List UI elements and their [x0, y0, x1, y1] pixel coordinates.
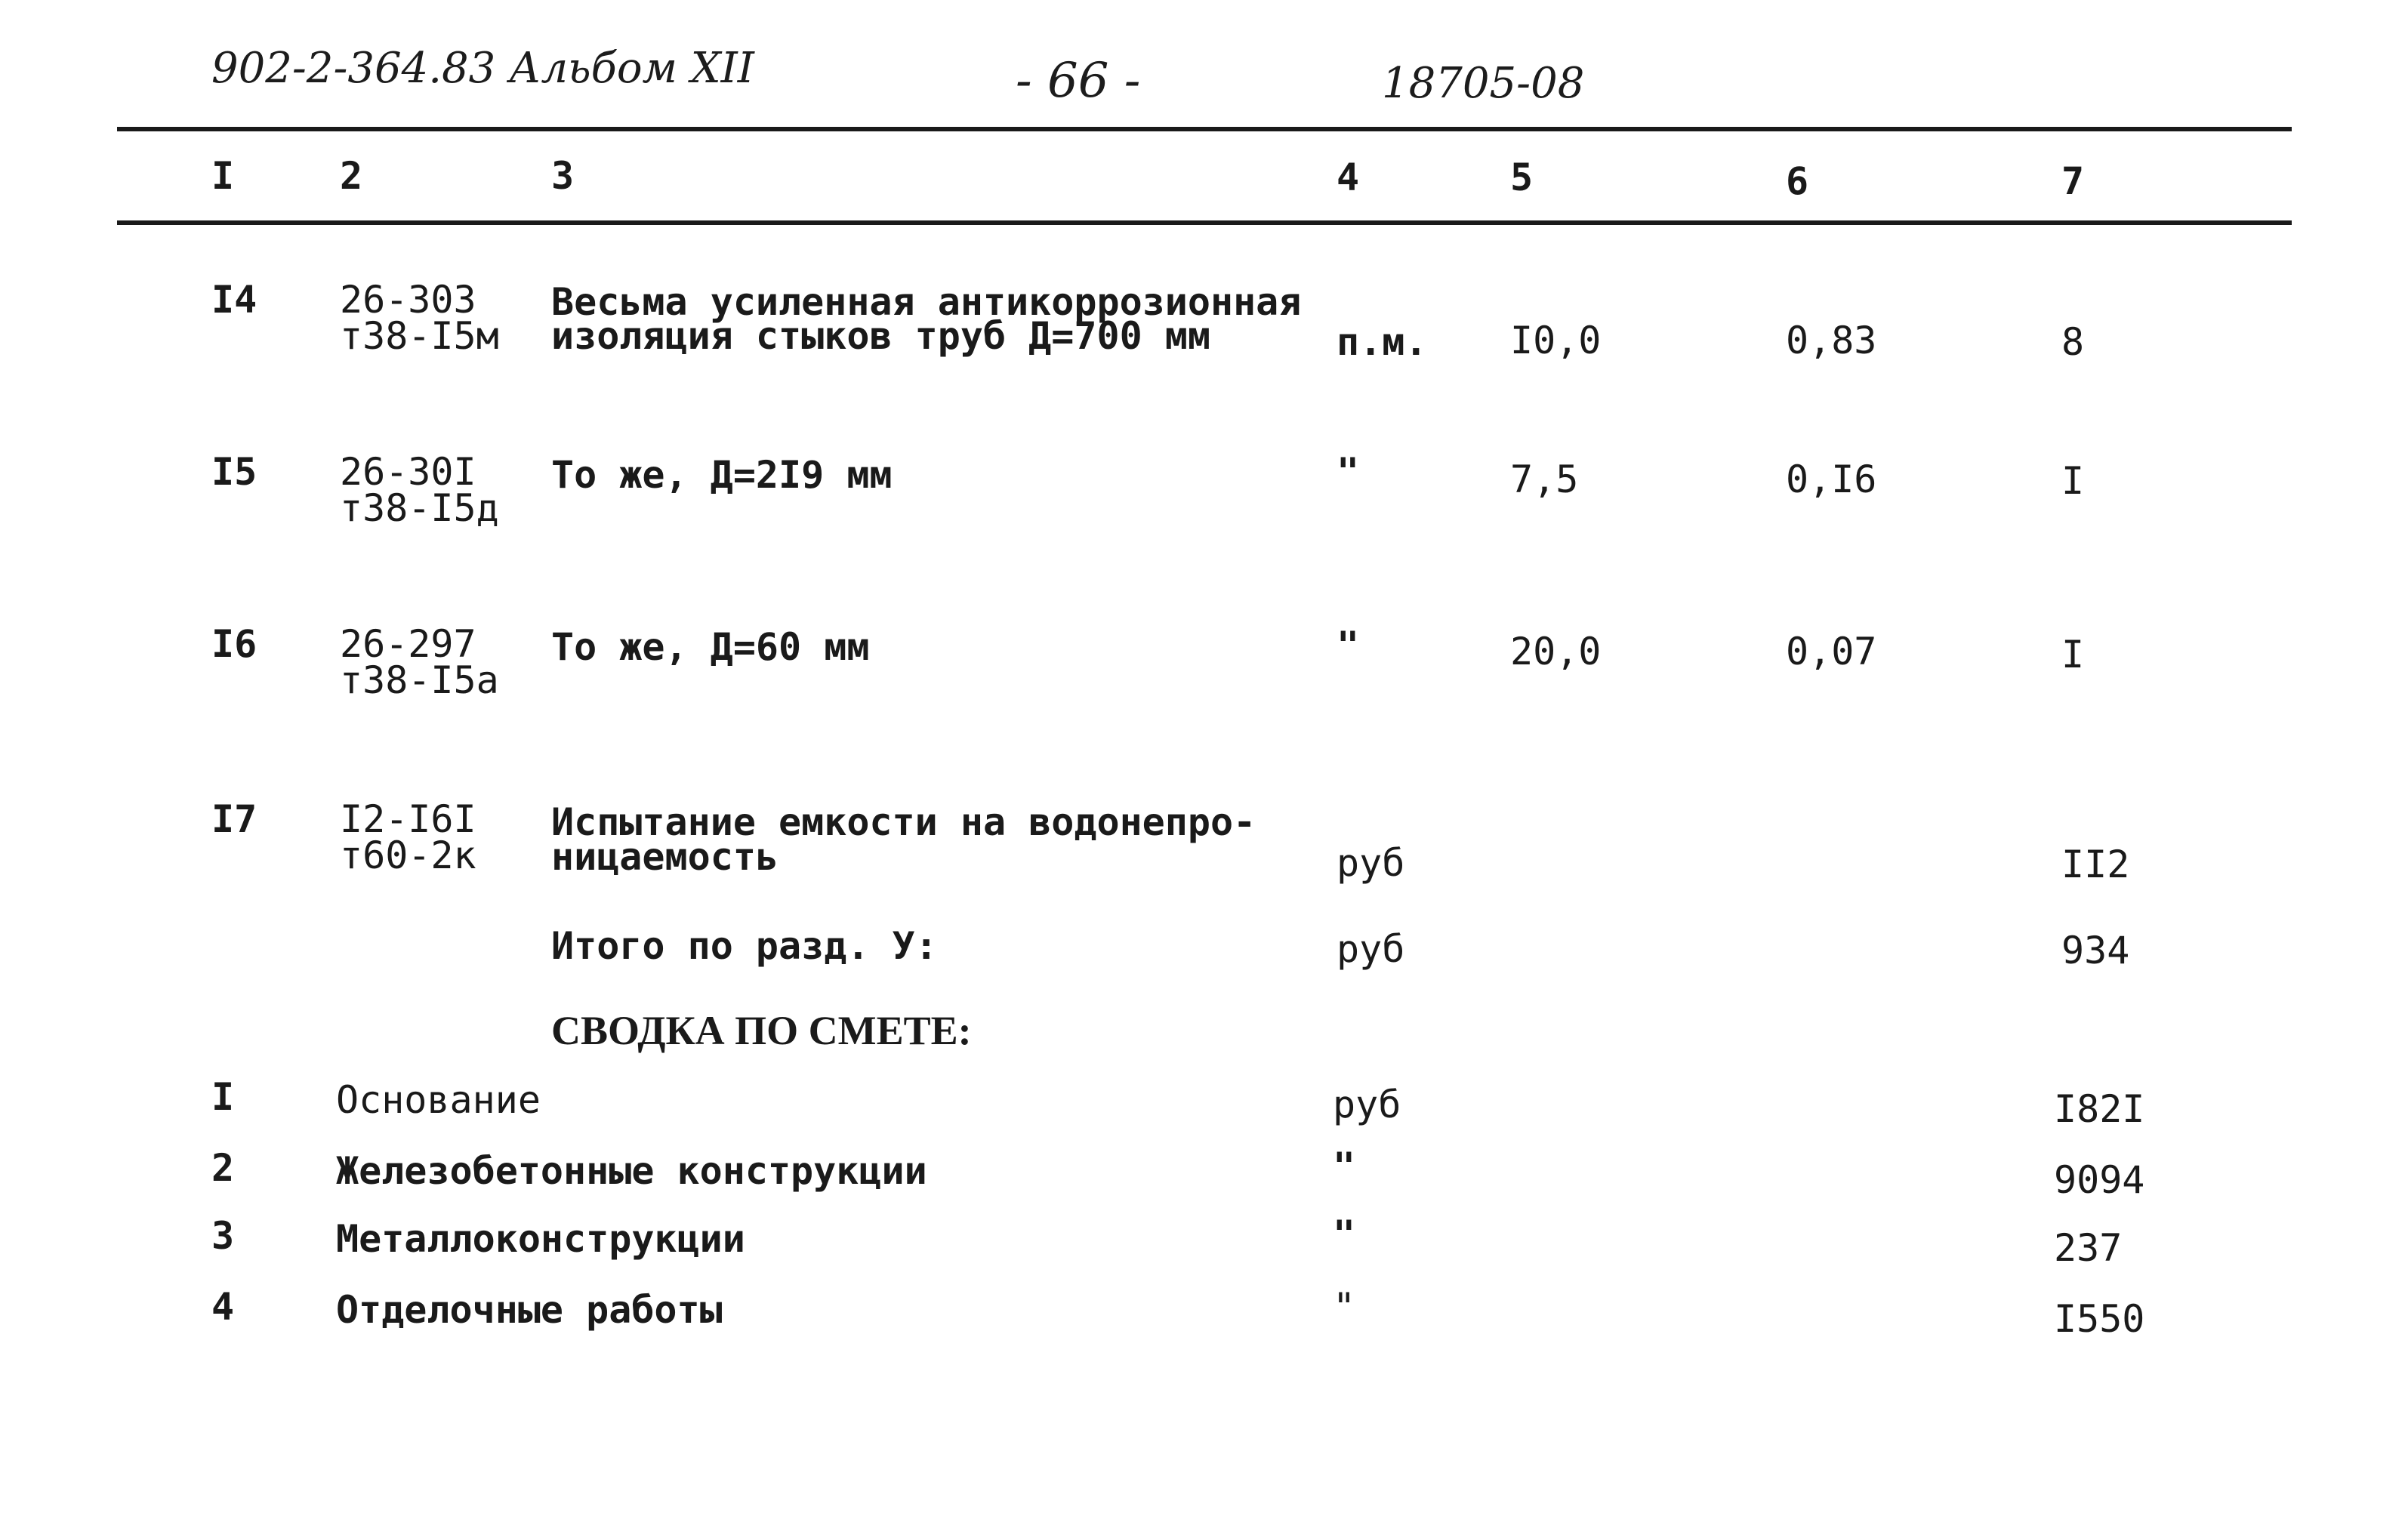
- column-header-7: 7: [2061, 159, 2085, 203]
- row-description-line2: изоляция стыков труб Д=700 мм: [551, 314, 1210, 358]
- summary-item-unit: ": [1333, 1212, 1356, 1256]
- row-unit: ": [1337, 450, 1360, 494]
- row-description-line2: ницаемость: [551, 835, 779, 879]
- row-description-line1: Испытание емкости на водонепро-: [551, 800, 1256, 844]
- row-quantity: I0,0: [1510, 319, 1602, 362]
- summary-item-unit: ": [1333, 1145, 1356, 1188]
- row-number: I5: [211, 450, 257, 494]
- sheet-reference: 18705-08: [1382, 59, 1585, 108]
- summary-item-total: 9094: [2054, 1158, 2145, 1202]
- row-description-line1: То же, Д=60 мм: [551, 625, 870, 669]
- summary-item-total: I82I: [2054, 1087, 2145, 1131]
- subtotal-unit: руб: [1337, 927, 1405, 971]
- row-number: I7: [211, 797, 257, 841]
- document-code: 902-2-364.83 Альбом XII: [211, 44, 754, 93]
- row-code-secondary: т38-I5а: [340, 658, 499, 702]
- row-code-primary: I2-I6I: [340, 797, 476, 841]
- row-unit-price: 0,I6: [1786, 458, 1877, 501]
- column-header-3: 3: [551, 154, 575, 198]
- row-total: I: [2061, 459, 2085, 503]
- subtotal-total: 934: [2061, 929, 2130, 972]
- subtotal-label: Итого по разд. У:: [551, 924, 938, 968]
- summary-item-label: Железобетонные конструкции: [336, 1149, 927, 1193]
- row-total: 8: [2061, 320, 2085, 364]
- row-total: II2: [2061, 843, 2130, 886]
- summary-heading: СВОДКА ПО СМЕТЕ:: [551, 1008, 972, 1053]
- row-unit: п.м.: [1337, 320, 1428, 364]
- row-unit-price: 0,07: [1786, 630, 1877, 673]
- row-code-secondary: т38-I5м: [340, 314, 499, 358]
- summary-item-number: 4: [211, 1285, 235, 1329]
- summary-item-unit: ": [1333, 1285, 1356, 1329]
- row-code-primary: 26-303: [340, 278, 476, 322]
- summary-item-number: 2: [211, 1146, 235, 1190]
- summary-item-label: Основание: [336, 1078, 541, 1122]
- row-code-primary: 26-30I: [340, 450, 476, 494]
- row-code-secondary: т38-I5д: [340, 486, 499, 530]
- summary-item-unit: руб: [1333, 1083, 1401, 1126]
- column-header-5: 5: [1510, 156, 1534, 199]
- column-header-2: 2: [340, 154, 363, 198]
- header-bottom-rule: [117, 220, 2292, 225]
- row-unit: ": [1337, 624, 1360, 667]
- page-number: - 66 -: [1016, 53, 1141, 109]
- column-header-6: 6: [1786, 159, 1809, 203]
- row-description-line1: Весьма усиленная антикоррозионная: [551, 280, 1302, 324]
- summary-item-number: I: [211, 1075, 235, 1119]
- row-code-primary: 26-297: [340, 622, 476, 666]
- row-unit-price: 0,83: [1786, 319, 1877, 362]
- column-header-4: 4: [1337, 156, 1360, 199]
- summary-item-total: 237: [2054, 1226, 2123, 1270]
- row-unit: руб: [1337, 841, 1405, 885]
- row-total: I: [2061, 633, 2085, 676]
- header-top-rule: [117, 127, 2292, 131]
- row-code-secondary: т60-2к: [340, 833, 476, 877]
- summary-item-label: Отделочные работы: [336, 1288, 723, 1332]
- row-description-line1: То же, Д=2I9 мм: [551, 453, 893, 497]
- summary-item-number: 3: [211, 1214, 235, 1258]
- row-number: I4: [211, 278, 257, 322]
- row-quantity: 7,5: [1510, 458, 1579, 501]
- row-number: I6: [211, 622, 257, 666]
- column-header-1: I: [211, 154, 235, 198]
- summary-item-total: I550: [2054, 1297, 2145, 1341]
- summary-item-label: Металлоконструкции: [336, 1217, 745, 1261]
- row-quantity: 20,0: [1510, 630, 1602, 673]
